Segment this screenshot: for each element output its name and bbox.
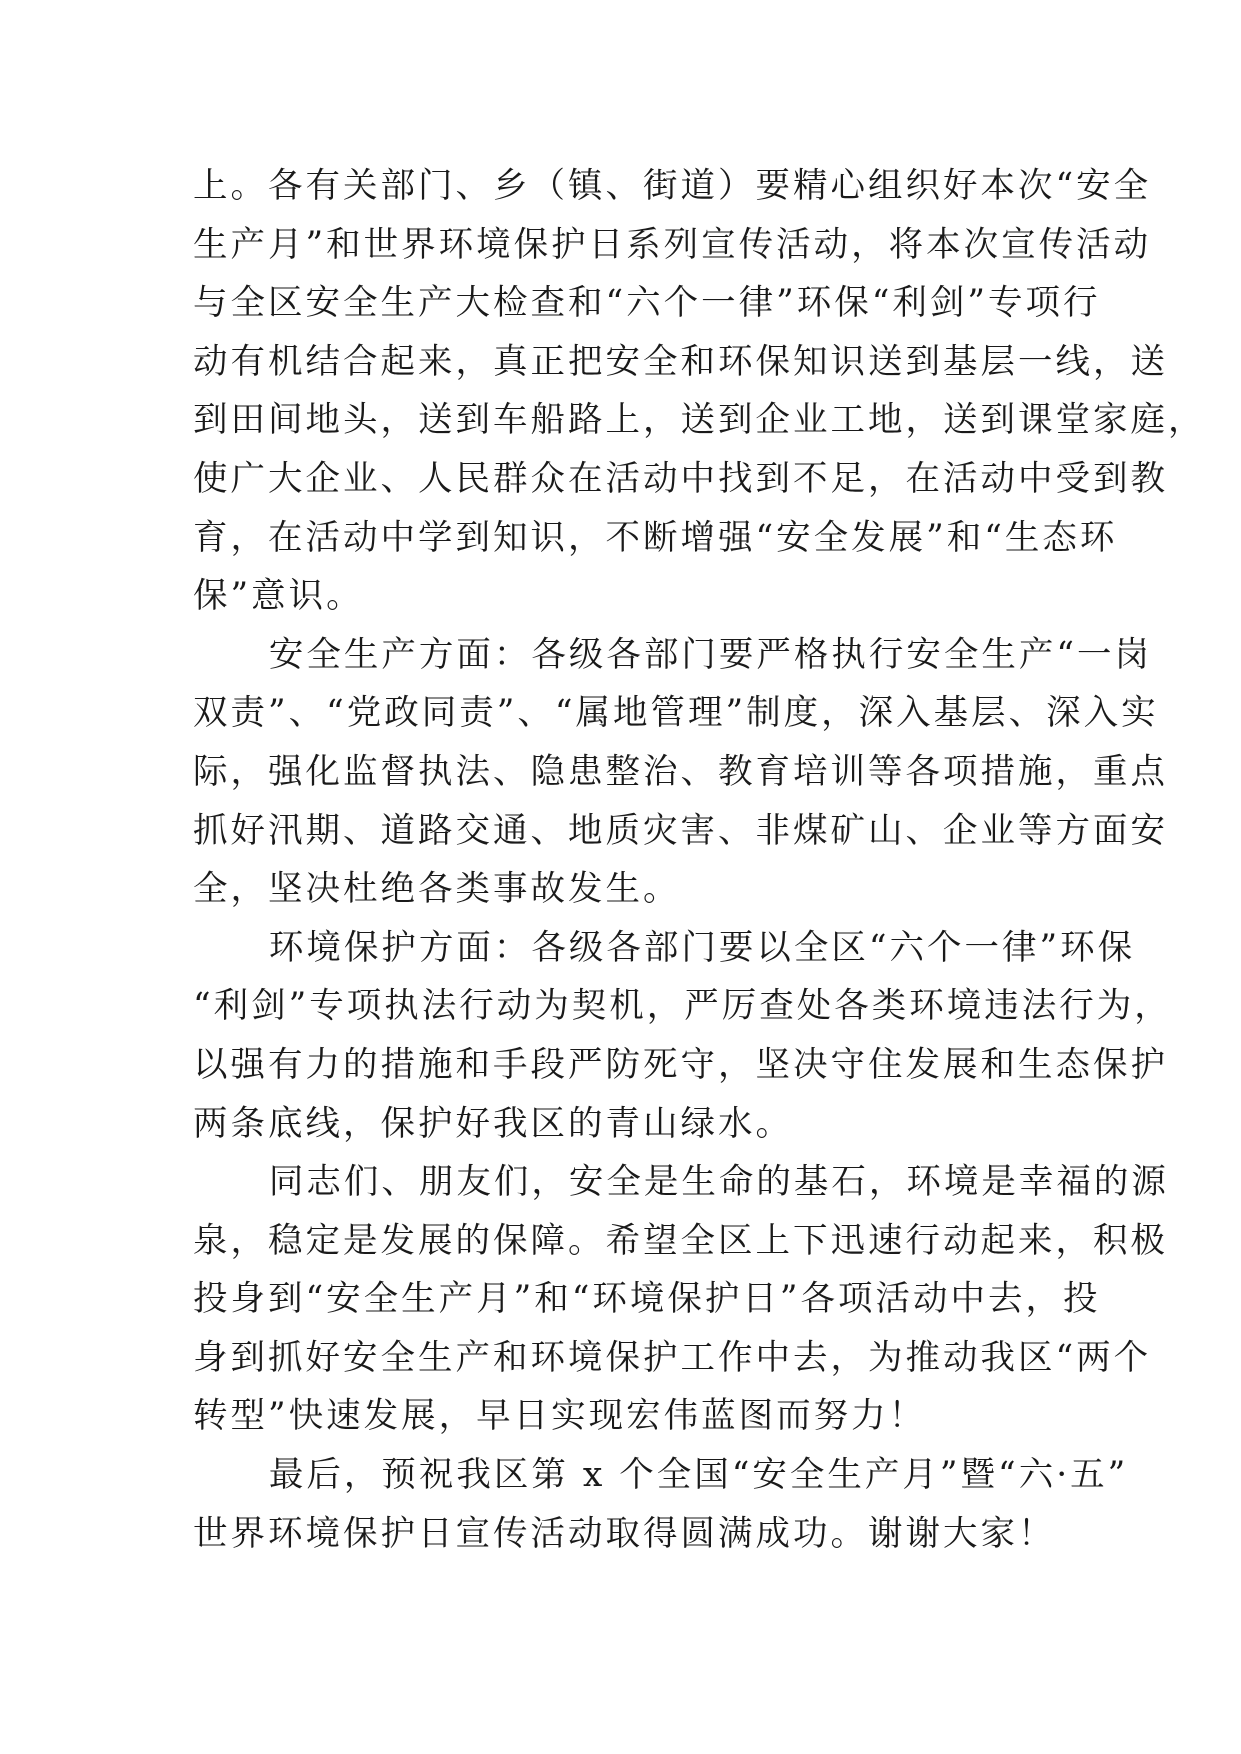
text-line: 使广大企业、人民群众在活动中找到不足，在活动中受到教 — [193, 458, 1168, 499]
text-line: 全，坚决杜绝各类事故发生。 — [193, 869, 681, 910]
text-line: 泉，稳定是发展的保障。希望全区上下迅速行动起来，积极 — [193, 1220, 1168, 1261]
text-line: 与全区安全生产大检查和“六个一律”环保“利剑”专项行 — [193, 283, 1101, 324]
text-line: 育，在活动中学到知识，不断增强“安全发展”和“生态环 — [193, 517, 1118, 558]
text-line: 环境保护方面：各级各部门要以全区“六个一律”环保 — [268, 927, 1136, 968]
document-body — [193, 157, 1206, 1563]
text-line: 身到抓好安全生产和环境保护工作中去，为推动我区“两个 — [193, 1337, 1152, 1378]
paragraph-5 — [193, 1446, 1129, 1563]
text-line: 际，强化监督执法、隐患整治、教育培训等各项措施，重点 — [193, 751, 1168, 792]
text-line: 保”意识。 — [193, 576, 364, 617]
paragraph-1 — [193, 157, 1206, 626]
text-line: 世界环境保护日宣传活动取得圆满成功。谢谢大家！ — [193, 1513, 1056, 1554]
paragraph-2 — [193, 626, 1168, 919]
text-line: 以强有力的措施和手段严防死守，坚决守住发展和生态保护 — [193, 1044, 1168, 1085]
text-line: 双责”、“党政同责”、“属地管理”制度，深入基层、深入实 — [193, 693, 1159, 734]
text-line: 安全生产方面：各级各部门要严格执行安全生产“一岗 — [268, 634, 1153, 675]
text-line: 抓好汛期、道路交通、地质灾害、非煤矿山、企业等方面安 — [193, 810, 1168, 851]
text-line: 最后，预祝我区第 x 个全国“安全生产月”暨“六·五” — [268, 1455, 1129, 1496]
text-line: 转型”快速发展，早日实现宏伟蓝图而努力！ — [193, 1396, 927, 1437]
text-line: 投身到“安全生产月”和“环境保护日”各项活动中去，投 — [193, 1279, 1101, 1320]
text-line: 到田间地头，送到车船路上，送到企业工地，送到课堂家庭， — [193, 400, 1206, 441]
paragraph-4 — [193, 1153, 1169, 1446]
text-line: “利剑”专项执法行动为契机，严厉查处各类环境违法行为， — [193, 986, 1172, 1027]
text-line: 两条底线，保护好我区的青山绿水。 — [193, 1103, 793, 1144]
text-line: 生产月”和世界环境保护日系列宣传活动，将本次宣传活动 — [193, 224, 1152, 265]
text-line: 动有机结合起来，真正把安全和环保知识送到基层一线，送 — [193, 341, 1168, 382]
text-line: 上。各有关部门、乡（镇、街道）要精心组织好本次“安全 — [193, 166, 1152, 206]
text-line: 同志们、朋友们，安全是生命的基石，环境是幸福的源 — [268, 1162, 1169, 1203]
paragraph-3 — [193, 919, 1172, 1153]
